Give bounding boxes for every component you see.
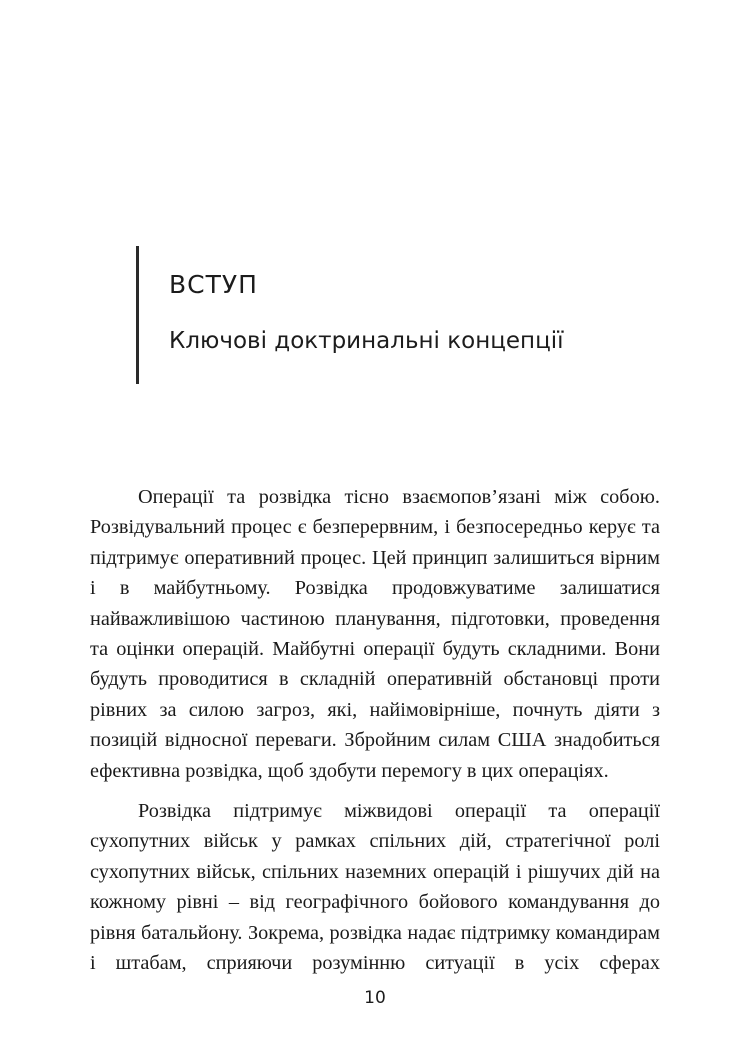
chapter-label: ВСТУП — [169, 270, 258, 299]
chapter-heading-block — [136, 246, 659, 384]
chapter-title: Ключові доктринальні концепції — [169, 328, 564, 354]
page-number: 10 — [364, 988, 386, 1008]
body-text — [90, 482, 660, 989]
paragraph: Операції та розвідка тісно взаємопов’язані між собою. Розвідувальний процес є безперервним, і безпосередньо керує та підтримує оперативний процес. Цей принцип залишиться вірним і в майбутньому. Розвідка продовжуватиме залишатися найважливішою частиною планування, підготовки, проведення та оцінки операцій. Майбутні операції будуть складними. Вони будуть проводитися в складній оперативній обстановці проти рівних за силою загроз, які, найімовірніше, почнуть діяти з позицій відносної переваги. Збройним силам США знадобиться ефективна розвідка, щоб здобути перемогу в цих операціях. — [90, 486, 660, 782]
paragraph: Розвідка підтримує міжвидові операції та операції сухопутних військ у рамках спільних дій, стратегічної ролі сухопутних військ, спільних наземних операцій і рішучих дій на кожному рівні – від географічного бойового командування до рівня батальйону. Зокрема, розвідка надає підтримку командирам і штабам, сприяючи розумінню ситуації в усіх сферах — [90, 800, 660, 975]
